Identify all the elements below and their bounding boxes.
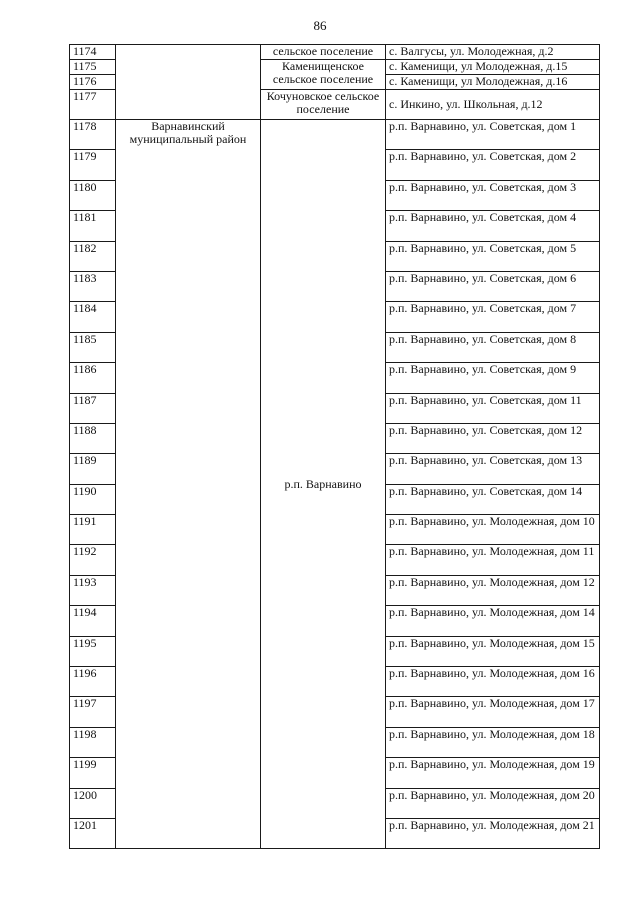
row-number: 1185: [70, 332, 116, 362]
address-cell: р.п. Варнавино, ул. Советская, дом 7: [386, 302, 600, 332]
row-number: 1191: [70, 515, 116, 545]
address-cell: с. Каменищи, ул Молодежная, д.15: [386, 60, 600, 75]
address-cell: р.п. Варнавино, ул. Советская, дом 3: [386, 180, 600, 210]
address-cell: р.п. Варнавино, ул. Молодежная, дом 11: [386, 545, 600, 575]
row-number: 1190: [70, 484, 116, 514]
address-cell: р.п. Варнавино, ул. Молодежная, дом 15: [386, 636, 600, 666]
district-cell: Варнавинский муниципальный район: [116, 120, 261, 849]
settlement-cell: р.п. Варнавино: [261, 120, 386, 849]
address-cell: р.п. Варнавино, ул. Молодежная, дом 18: [386, 727, 600, 757]
row-number: 1184: [70, 302, 116, 332]
address-registry-table: [69, 44, 600, 849]
settlement-cell: Каменищенское сельское поселение: [261, 60, 386, 90]
table-row: [70, 45, 600, 60]
row-number: 1174: [70, 45, 116, 60]
address-cell: р.п. Варнавино, ул. Молодежная, дом 20: [386, 788, 600, 818]
address-cell: р.п. Варнавино, ул. Советская, дом 12: [386, 423, 600, 453]
address-cell: р.п. Варнавино, ул. Советская, дом 4: [386, 211, 600, 241]
row-number: 1177: [70, 90, 116, 120]
address-cell: р.п. Варнавино, ул. Молодежная, дом 17: [386, 697, 600, 727]
address-cell: р.п. Варнавино, ул. Советская, дом 6: [386, 271, 600, 301]
row-number: 1187: [70, 393, 116, 423]
row-number: 1197: [70, 697, 116, 727]
address-cell: р.п. Варнавино, ул. Молодежная, дом 14: [386, 606, 600, 636]
address-cell: с. Валгусы, ул. Молодежная, д.2: [386, 45, 600, 60]
row-number: 1193: [70, 575, 116, 605]
row-number: 1178: [70, 120, 116, 150]
address-cell: р.п. Варнавино, ул. Молодежная, дом 10: [386, 515, 600, 545]
row-number: 1195: [70, 636, 116, 666]
row-number: 1183: [70, 271, 116, 301]
settlement-cell: сельское поселение: [261, 45, 386, 60]
row-number: 1200: [70, 788, 116, 818]
address-cell: р.п. Варнавино, ул. Советская, дом 11: [386, 393, 600, 423]
row-number: 1181: [70, 211, 116, 241]
address-cell: р.п. Варнавино, ул. Молодежная, дом 21: [386, 818, 600, 848]
address-cell: р.п. Варнавино, ул. Молодежная, дом 12: [386, 575, 600, 605]
row-number: 1196: [70, 667, 116, 697]
row-number: 1198: [70, 727, 116, 757]
row-number: 1179: [70, 150, 116, 180]
row-number: 1175: [70, 60, 116, 75]
address-cell: р.п. Варнавино, ул. Советская, дом 9: [386, 363, 600, 393]
address-cell: р.п. Варнавино, ул. Молодежная, дом 19: [386, 758, 600, 788]
row-number: 1201: [70, 818, 116, 848]
row-number: 1189: [70, 454, 116, 484]
address-cell: с. Инкино, ул. Школьная, д.12: [386, 90, 600, 120]
row-number: 1182: [70, 241, 116, 271]
table-row: [70, 120, 600, 150]
row-number: 1180: [70, 180, 116, 210]
address-cell: р.п. Варнавино, ул. Молодежная, дом 16: [386, 667, 600, 697]
district-cell-top: [116, 45, 261, 120]
row-number: 1186: [70, 363, 116, 393]
address-cell: с. Каменищи, ул Молодежная, д.16: [386, 75, 600, 90]
address-cell: р.п. Варнавино, ул. Советская, дом 13: [386, 454, 600, 484]
row-number: 1199: [70, 758, 116, 788]
page-number: 86: [313, 18, 327, 33]
row-number: 1194: [70, 606, 116, 636]
row-number: 1176: [70, 75, 116, 90]
address-cell: р.п. Варнавино, ул. Советская, дом 2: [386, 150, 600, 180]
row-number: 1192: [70, 545, 116, 575]
settlement-cell: Кочуновское сельское поселение: [261, 90, 386, 120]
address-cell: р.п. Варнавино, ул. Советская, дом 5: [386, 241, 600, 271]
address-cell: р.п. Варнавино, ул. Советская, дом 8: [386, 332, 600, 362]
row-number: 1188: [70, 423, 116, 453]
address-cell: р.п. Варнавино, ул. Советская, дом 14: [386, 484, 600, 514]
address-cell: р.п. Варнавино, ул. Советская, дом 1: [386, 120, 600, 150]
